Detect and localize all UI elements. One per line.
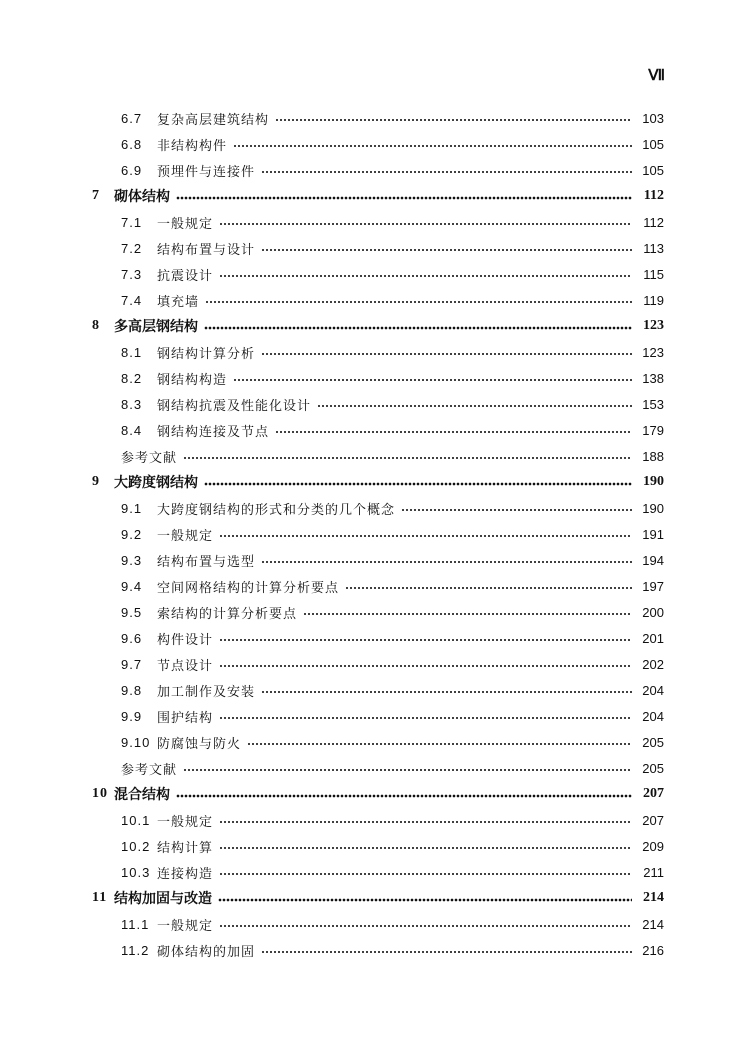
toc-entry-page: 205	[642, 734, 664, 750]
toc-entry-title: 预埋件与连接件	[157, 164, 256, 180]
dot-leader	[219, 924, 632, 928]
toc-entry-number: 9.3	[121, 552, 143, 568]
toc-entry-line	[92, 469, 664, 495]
toc-entry-page: 202	[642, 656, 664, 672]
toc-entry-line	[92, 781, 664, 807]
dot-leader	[247, 742, 632, 746]
dot-leader	[261, 248, 632, 252]
toc-entry-title: 一般规定	[157, 528, 214, 544]
dot-leader	[204, 482, 632, 486]
dot-leader	[261, 352, 632, 356]
dot-leader	[183, 768, 632, 772]
toc-entry-page: 214	[643, 890, 664, 905]
page-number: Ⅶ	[648, 68, 664, 84]
dot-leader	[219, 274, 632, 278]
dot-leader	[219, 664, 632, 668]
toc-entry-title: 砌体结构	[114, 189, 170, 205]
toc-reference-entry[interactable]	[0, 755, 750, 781]
dot-leader	[219, 638, 632, 642]
toc-entry-line	[121, 287, 664, 313]
toc-entry-number: 8.2	[121, 370, 143, 386]
toc-section-entry[interactable]	[0, 625, 750, 651]
toc-entry-number: 11	[92, 890, 108, 905]
toc-entry-line	[121, 859, 664, 885]
toc-entry-title: 空间网格结构的计算分析要点	[157, 580, 340, 596]
toc-entry-title: 构件设计	[157, 632, 214, 648]
toc-entry-line	[121, 651, 664, 677]
toc-entry-title: 大跨度钢结构的形式和分类的几个概念	[157, 502, 396, 518]
toc-entry-title: 钢结构构造	[157, 372, 228, 388]
dot-leader	[218, 898, 632, 902]
toc-chapter-entry[interactable]	[0, 469, 750, 495]
toc-entry-title: 防腐蚀与防火	[157, 736, 242, 752]
toc-entry-page: 207	[642, 812, 664, 828]
toc-entry-page: 211	[643, 864, 664, 880]
toc-entry-page: 197	[642, 578, 664, 594]
toc-entry-number: 7.3	[121, 266, 143, 282]
toc-entry-line	[121, 807, 664, 833]
toc-section-entry[interactable]	[0, 599, 750, 625]
toc-entry-title: 参考文献	[121, 762, 178, 778]
toc-entry-title: 钢结构连接及节点	[157, 424, 270, 440]
toc-entry-page: 112	[643, 214, 664, 230]
toc-entry-title: 一般规定	[157, 918, 214, 934]
toc-chapter-entry[interactable]	[0, 183, 750, 209]
toc-entry-title: 围护结构	[157, 710, 214, 726]
dot-leader	[205, 300, 632, 304]
toc-entry-number: 9	[92, 474, 100, 489]
toc-entry-number: 10.3	[121, 864, 151, 880]
toc-entry-line	[121, 625, 664, 651]
toc-entry-title: 加工制作及安装	[157, 684, 256, 700]
toc-entry-number: 11.1	[121, 916, 150, 932]
toc-entry-line	[121, 417, 664, 443]
toc-section-entry[interactable]	[0, 391, 750, 417]
toc-chapter-entry[interactable]	[0, 885, 750, 911]
dot-leader	[204, 326, 632, 330]
toc-entry-line	[121, 729, 664, 755]
dot-leader	[176, 794, 632, 798]
toc-entry-page: 119	[643, 292, 664, 308]
toc-entry-title: 钢结构计算分析	[157, 346, 256, 362]
toc-section-entry[interactable]	[0, 131, 750, 157]
toc-entry-title: 非结构构件	[157, 138, 228, 154]
toc-entry-line	[121, 157, 664, 183]
toc-section-entry[interactable]	[0, 859, 750, 885]
toc-entry-page: 214	[642, 916, 664, 932]
toc-entry-line	[121, 573, 664, 599]
toc-entry-line	[121, 365, 664, 391]
toc-section-entry[interactable]	[0, 547, 750, 573]
toc-entry-page: 216	[642, 942, 664, 958]
toc-entry-title: 节点设计	[157, 658, 214, 674]
dot-leader	[219, 716, 632, 720]
toc-entry-page: 103	[642, 110, 664, 126]
toc-section-entry[interactable]	[0, 677, 750, 703]
toc-entry-page: 188	[642, 448, 664, 464]
toc-section-entry[interactable]	[0, 651, 750, 677]
toc-entry-number: 9.5	[121, 604, 143, 620]
toc-entry-number: 8.3	[121, 396, 143, 412]
toc-section-entry[interactable]	[0, 729, 750, 755]
toc-section-entry[interactable]	[0, 157, 750, 183]
toc-entry-line	[121, 443, 664, 469]
dot-leader	[275, 430, 632, 434]
toc-entry-page: 204	[642, 682, 664, 698]
toc-entry-title: 复杂高层建筑结构	[157, 112, 270, 128]
toc-entry-page: 201	[642, 630, 664, 646]
toc-entry-line	[121, 131, 664, 157]
toc-entry-line	[121, 547, 664, 573]
toc-entry-title: 索结构的计算分析要点	[157, 606, 298, 622]
dot-leader	[219, 222, 632, 226]
dot-leader	[176, 196, 632, 200]
dot-leader	[303, 612, 632, 616]
toc-reference-entry[interactable]	[0, 443, 750, 469]
toc-entry-page: 204	[642, 708, 664, 724]
toc-section-entry[interactable]	[0, 495, 750, 521]
toc-entry-title: 结构布置与设计	[157, 242, 256, 258]
toc-entry-line	[121, 495, 664, 521]
toc-section-entry[interactable]	[0, 911, 750, 937]
toc-entry-title: 结构布置与选型	[157, 554, 256, 570]
toc-entry-number: 10.2	[121, 838, 151, 854]
toc-entry-number: 9.9	[121, 708, 143, 724]
toc-entry-number: 8	[92, 318, 100, 333]
toc-entry-number: 9.2	[121, 526, 143, 542]
toc-entry-page: 138	[642, 370, 664, 386]
dot-leader	[261, 690, 632, 694]
toc-entry-line	[121, 703, 664, 729]
toc-entry-page: 112	[643, 188, 664, 203]
toc-entry-page: 179	[642, 422, 664, 438]
toc-entry-number: 10	[92, 786, 108, 801]
toc-entry-line	[92, 183, 664, 209]
toc-entry-title: 结构加固与改造	[114, 891, 212, 907]
toc-entry-line	[121, 391, 664, 417]
toc-entry-page: 194	[642, 552, 664, 568]
toc-entry-page: 105	[642, 162, 664, 178]
toc-entry-number: 10.1	[121, 812, 151, 828]
toc-entry-page: 123	[643, 318, 664, 333]
toc-entry-title: 大跨度钢结构	[114, 475, 198, 491]
dot-leader	[219, 846, 632, 850]
toc-entry-title: 抗震设计	[157, 268, 214, 284]
toc-entry-page: 191	[642, 526, 664, 542]
toc-section-entry[interactable]	[0, 807, 750, 833]
toc-section-entry[interactable]	[0, 937, 750, 963]
toc-entry-line	[121, 105, 664, 131]
toc-entry-number: 7.1	[121, 214, 143, 230]
toc-entry-title: 结构计算	[157, 840, 214, 856]
toc-entry-number: 7.4	[121, 292, 143, 308]
dot-leader	[219, 872, 632, 876]
toc-section-entry[interactable]	[0, 209, 750, 235]
dot-leader	[233, 144, 632, 148]
toc-section-entry[interactable]	[0, 287, 750, 313]
dot-leader	[261, 560, 632, 564]
toc-entry-page: 105	[642, 136, 664, 152]
toc-entry-number: 7.2	[121, 240, 143, 256]
toc-chapter-entry[interactable]	[0, 781, 750, 807]
toc-entry-line	[121, 235, 664, 261]
toc-section-entry[interactable]	[0, 365, 750, 391]
toc-entry-line	[121, 911, 664, 937]
dot-leader	[261, 170, 632, 174]
dot-leader	[261, 950, 632, 954]
toc-entry-line	[121, 339, 664, 365]
toc-section-entry[interactable]	[0, 703, 750, 729]
toc-entry-title: 一般规定	[157, 216, 214, 232]
toc-entry-page: 205	[642, 760, 664, 776]
toc-entry-number: 6.8	[121, 136, 143, 152]
toc-entry-line	[121, 521, 664, 547]
toc-entry-page: 200	[642, 604, 664, 620]
toc-section-entry[interactable]	[0, 417, 750, 443]
toc-entry-number: 6.7	[121, 110, 143, 126]
toc-entry-number: 9.4	[121, 578, 143, 594]
toc-entry-page: 209	[642, 838, 664, 854]
toc-entry-line	[121, 833, 664, 859]
toc-entry-line	[92, 885, 664, 911]
toc-section-entry[interactable]	[0, 573, 750, 599]
toc-entry-title: 钢结构抗震及性能化设计	[157, 398, 312, 414]
toc-entry-number: 8.4	[121, 422, 143, 438]
toc-entry-number: 9.7	[121, 656, 143, 672]
toc-entry-number: 9.8	[121, 682, 143, 698]
toc-entry-number: 7	[92, 188, 100, 203]
toc-entry-number: 9.1	[121, 500, 143, 516]
dot-leader	[345, 586, 632, 590]
dot-leader	[275, 118, 632, 122]
dot-leader	[183, 456, 632, 460]
toc-entry-page: 113	[643, 240, 664, 256]
toc-entry-line	[121, 677, 664, 703]
toc-entry-page: 190	[643, 474, 664, 489]
toc-entry-page: 153	[642, 396, 664, 412]
toc-entry-title: 参考文献	[121, 450, 178, 466]
toc-entry-title: 混合结构	[114, 787, 170, 803]
dot-leader	[233, 378, 632, 382]
toc-entry-number: 9.10	[121, 734, 151, 750]
toc-section-entry[interactable]	[0, 833, 750, 859]
toc-entry-line	[121, 599, 664, 625]
toc-entry-title: 填充墙	[157, 294, 200, 310]
dot-leader	[219, 820, 632, 824]
toc-entry-page: 123	[642, 344, 664, 360]
toc-entry-page: 115	[643, 266, 664, 282]
toc-section-entry[interactable]	[0, 261, 750, 287]
toc-entry-title: 砌体结构的加固	[157, 944, 256, 960]
toc-entry-number: 8.1	[121, 344, 143, 360]
toc-entry-number: 9.6	[121, 630, 143, 646]
dot-leader	[317, 404, 632, 408]
toc-entry-title: 一般规定	[157, 814, 214, 830]
toc-entry-line	[121, 209, 664, 235]
toc-section-entry[interactable]	[0, 339, 750, 365]
toc-section-entry[interactable]	[0, 521, 750, 547]
toc-entry-number: 11.2	[121, 942, 150, 958]
toc-entry-line	[92, 313, 664, 339]
toc-entry-number: 6.9	[121, 162, 143, 178]
toc-entry-title: 连接构造	[157, 866, 214, 882]
dot-leader	[401, 508, 632, 512]
toc-entry-page: 207	[643, 786, 664, 801]
toc-entry-page: 190	[642, 500, 664, 516]
dot-leader	[219, 534, 632, 538]
toc-entry-title: 多高层钢结构	[114, 319, 198, 335]
toc-section-entry[interactable]	[0, 105, 750, 131]
toc-entry-line	[121, 937, 664, 963]
toc-entry-line	[121, 261, 664, 287]
toc-entry-line	[121, 755, 664, 781]
toc-section-entry[interactable]	[0, 235, 750, 261]
toc-chapter-entry[interactable]	[0, 313, 750, 339]
